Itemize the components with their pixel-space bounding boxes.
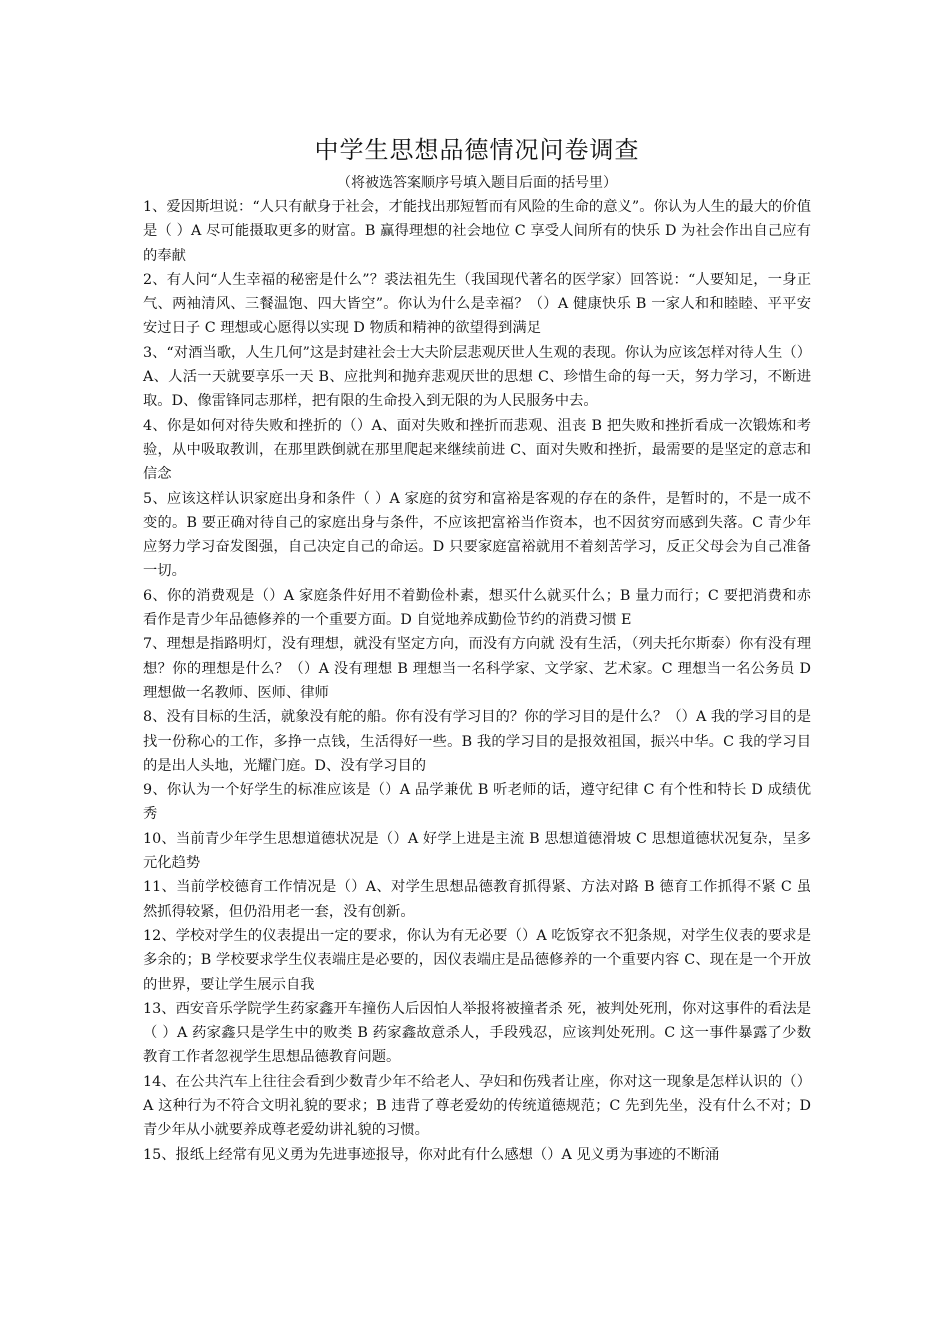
question-1: 1、爱因斯坦说：“人只有献身于社会，才能找出那短暂而有风险的生命的意义”。你认为人生的最大的价值是（ ）A 尽可能摄取更多的财富。B 赢得理想的社会地位 C 享受人间所有的快乐 D 为社会作出自己应有的奉献 <box>143 199 811 264</box>
document-page <box>143 133 811 1167</box>
document-title: 中学生思想品德情况问卷调查 <box>314 136 640 164</box>
question-8: 8、没有目标的生活，就象没有舵的船。你有没有学习目的？你的学习目的是什么？（）A 我的学习目的是找一份称心的工作，多挣一点钱，生活得好一些。B 我的学习目的是报效祖国，振兴中华。C 我的学习目的是出人头地，光耀门庭。D、没有学习目的 <box>143 709 811 774</box>
question-15: 15、报纸上经常有见义勇为先进事迹报导，你对此有什么感想（）A 见义勇为事迹的不断涌 <box>143 1146 720 1163</box>
question-11: 11、当前学校德育工作情况是（）A、对学生思想品德教育抓得紧、方法对路 B 德育工作抓得不紧 C 虽然抓得较紧，但仍沿用老一套，没有创新。 <box>143 879 811 920</box>
question-12: 12、学校对学生的仪表提出一定的要求，你认为有无必要（）A 吃饭穿衣不犯条规，对学生仪表的要求是多余的；B 学校要求学生仪表端庄是必要的，因仪表端庄是品德修养的一个重要内容 C、现在是一个开放的世界，要让学生展示自我 <box>143 927 811 993</box>
question-13: 13、西安音乐学院学生药家鑫开车撞伤人后因怕人举报将被撞者杀 死，被判处死刑，你对这事件的看法是（ ）A 药家鑫只是学生中的败类 B 药家鑫故意杀人，手段残忍，应该判处死刑。C 这一事件暴露了少数教育工作者忽视学生思想品德教育问题。 <box>143 1000 811 1066</box>
question-7: 7、理想是指路明灯，没有理想，就没有坚定方向，而没有方向就 没有生活，（列夫托尔斯泰）你有没有理想？你的理想是什么？（）A 没有理想 B 理想当一名科学家、文学家、艺术家。C 理想当一名公务员 D 理想做一名教师、医师、律师 <box>143 636 811 701</box>
question-10: 10、当前青少年学生思想道德状况是（）A 好学上进是主流 B 思想道德滑坡 C 思想道德状况复杂，呈多元化趋势 <box>143 830 811 872</box>
question-2: 2、有人问“人生幸福的秘密是什么”？裘法祖先生（我国现代著名的医学家）回答说：“人要知足，一身正气、两袖清风、三餐温饱、四大皆空”。你认为什么是幸福？（）A 健康快乐 B 一家人和和睦睦、平平安安过日子 C 理想或心愿得以实现 D 物质和精神的欲望得到满足 <box>143 271 811 337</box>
document-subtitle: （将被选答案顺序号填入题目后面的括号里） <box>337 175 617 191</box>
question-9: 9、你认为一个好学生的标准应该是（）A 品学兼优 B 听老师的话，遵守纪律 C 有个性和特长 D 成绩优秀 <box>143 782 811 823</box>
question-4: 4、你是如何对待失败和挫折的（）A、面对失败和挫折而悲观、沮丧 B 把失败和挫折看成一次锻炼和考验，从中吸取教训，在那里跌倒就在那里爬起来继续前进 C、面对失败和挫折，最需要的是坚定的意志和信念 <box>143 417 811 483</box>
question-6: 6、你的消费观是（）A 家庭条件好用不着勤俭朴素，想买什么就买什么；B 量力而行；C 要把消费和赤看作是青少年品德修养的一个重要方面。D 自觉地养成勤俭节约的消费习惯 E <box>143 587 811 629</box>
question-14: 14、在公共汽车上往往会看到少数青少年不给老人、孕妇和伤残者让座，你对这一现象是怎样认识的（） A 这种行为不符合文明礼貌的要求；B 违背了尊老爱幼的传统道德规范；C 先到先坐，没有什么不对；D 青少年从小就要养成尊老爱幼讲礼貌的习惯。 <box>143 1073 811 1139</box>
question-5: 5、应该这样认识家庭出身和条件（ ）A 家庭的贫穷和富裕是客观的存在的条件，是暂时的，不是一成不变的。B 要正确对待自己的家庭出身与条件，不应该把富裕当作资本，也不因贫穷而感到失落。C 青少年应努力学习奋发图强，自己决定自己的命运。D 只要家庭富裕就用不着刻苦学习，反正父母会为自己准备一切。 <box>143 490 811 580</box>
question-3: 3、“对酒当歌，人生几何”这是封建社会士大夫阶层悲观厌世人生观的表现。你认为应该怎样对待人生（）A、人活一天就要享乐一天 B、应批判和抛弃悲观厌世的思想 C、珍惜生命的每一天，努力学习，不断进取。D、像雷锋同志那样，把有限的生命投入到无限的为人民服务中去。 <box>143 344 811 410</box>
